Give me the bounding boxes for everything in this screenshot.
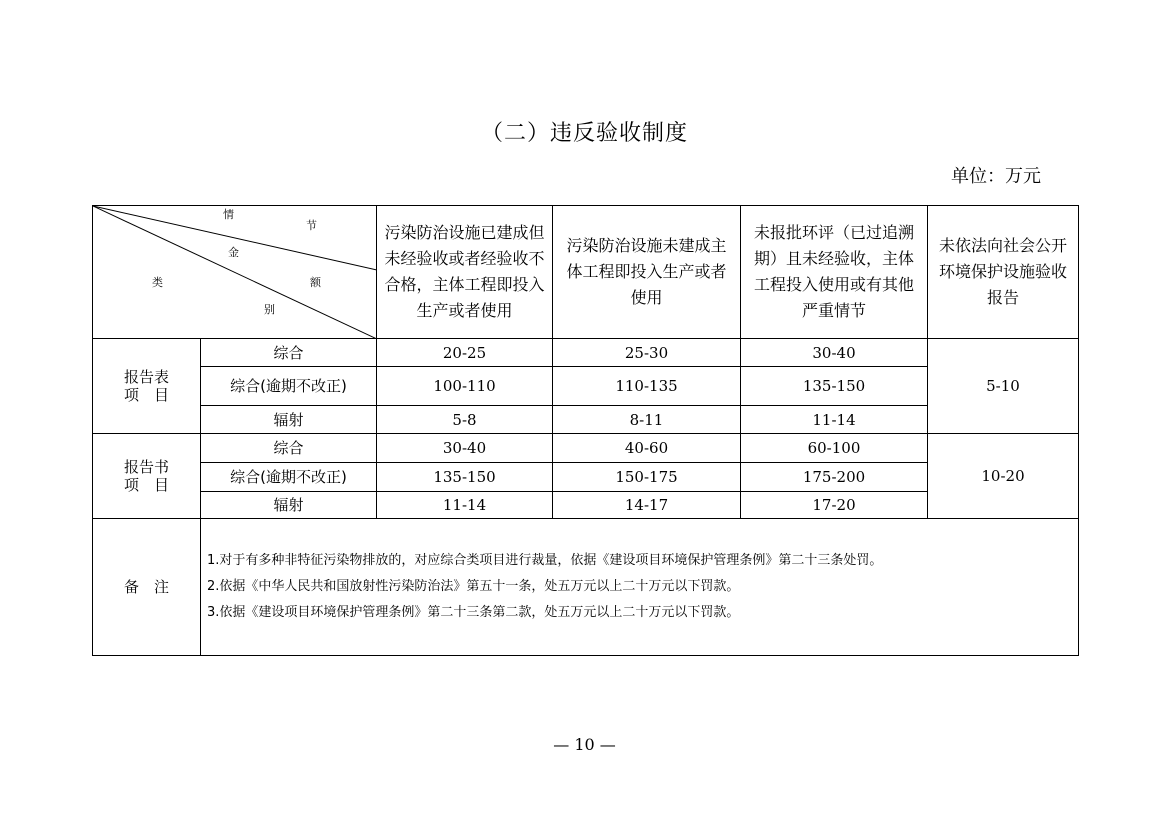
table-cell: 14-17 (553, 492, 741, 519)
table-cell-merged: 5-10 (928, 339, 1079, 434)
table-cell: 11-14 (377, 492, 553, 519)
table-cell: 5-8 (377, 406, 553, 434)
notes-cell (201, 519, 1079, 656)
note-line-2: 2.依据《中华人民共和国放射性污染防治法》第五十一条，处五万元以上二十万元以下罚款。 (207, 579, 740, 594)
row-sub-label: 辐射 (201, 406, 377, 434)
note-line-1: 1.对于有多种非特征污染物排放的，对应综合类项目进行裁量，依据《建设项目环境保护管理条例》第二十三条处罚。 (207, 553, 883, 568)
notes-label: 备 注 (93, 519, 201, 656)
table-cell: 8-11 (553, 406, 741, 434)
table-cell: 11-14 (741, 406, 928, 434)
group-label-report-book: 报告书 项 目 (93, 434, 201, 519)
column-header-4: 未依法向社会公开环境保护设施验收报告 (928, 206, 1079, 339)
page-title: （二）违反验收制度 (480, 121, 688, 146)
unit-label: 单位：万元 (951, 166, 1041, 187)
column-header-3: 未报批环评（已过追溯期）且未经验收，主体工程投入使用或有其他严重情节 (741, 206, 928, 339)
row-sub-label: 综合 (201, 434, 377, 463)
table-cell: 40-60 (553, 434, 741, 463)
group-label-report-form: 报告表 项 目 (93, 339, 201, 434)
diag-label-jin: 金 (228, 246, 239, 259)
table-cell: 175-200 (741, 463, 928, 492)
diag-label-jie: 节 (306, 219, 317, 232)
column-header-2: 污染防治设施未建成主体工程即投入生产或者使用 (553, 206, 741, 339)
diagonal-lines (93, 206, 377, 339)
row-sub-label: 综合 (201, 339, 377, 367)
table-cell: 20-25 (377, 339, 553, 367)
table-cell: 135-150 (377, 463, 553, 492)
row-sub-label: 综合(逾期不改正) (201, 463, 377, 492)
table-cell: 150-175 (553, 463, 741, 492)
page-number: — 10 — (553, 735, 616, 754)
table-cell: 17-20 (741, 492, 928, 519)
row-sub-label: 辐射 (201, 492, 377, 519)
row-sub-label: 综合(逾期不改正) (201, 367, 377, 406)
diag-label-e: 额 (310, 276, 321, 289)
table-cell: 60-100 (741, 434, 928, 463)
penalty-table (92, 205, 1079, 656)
diag-label-qing: 情 (223, 208, 234, 221)
table-cell: 30-40 (377, 434, 553, 463)
table-cell: 25-30 (553, 339, 741, 367)
table-cell: 100-110 (377, 367, 553, 406)
diagonal-header-cell (93, 206, 377, 339)
diag-label-lei: 类 (152, 276, 163, 289)
note-line-3: 3.依据《建设项目环境保护管理条例》第二十三条第二款，处五万元以上二十万元以下罚款。 (207, 605, 740, 620)
table-cell: 110-135 (553, 367, 741, 406)
column-header-1: 污染防治设施已建成但未经验收或者经验收不合格，主体工程即投入生产或者使用 (377, 206, 553, 339)
diag-label-bie: 别 (264, 303, 275, 316)
table-cell: 30-40 (741, 339, 928, 367)
table-cell: 135-150 (741, 367, 928, 406)
table-cell-merged: 10-20 (928, 434, 1079, 519)
